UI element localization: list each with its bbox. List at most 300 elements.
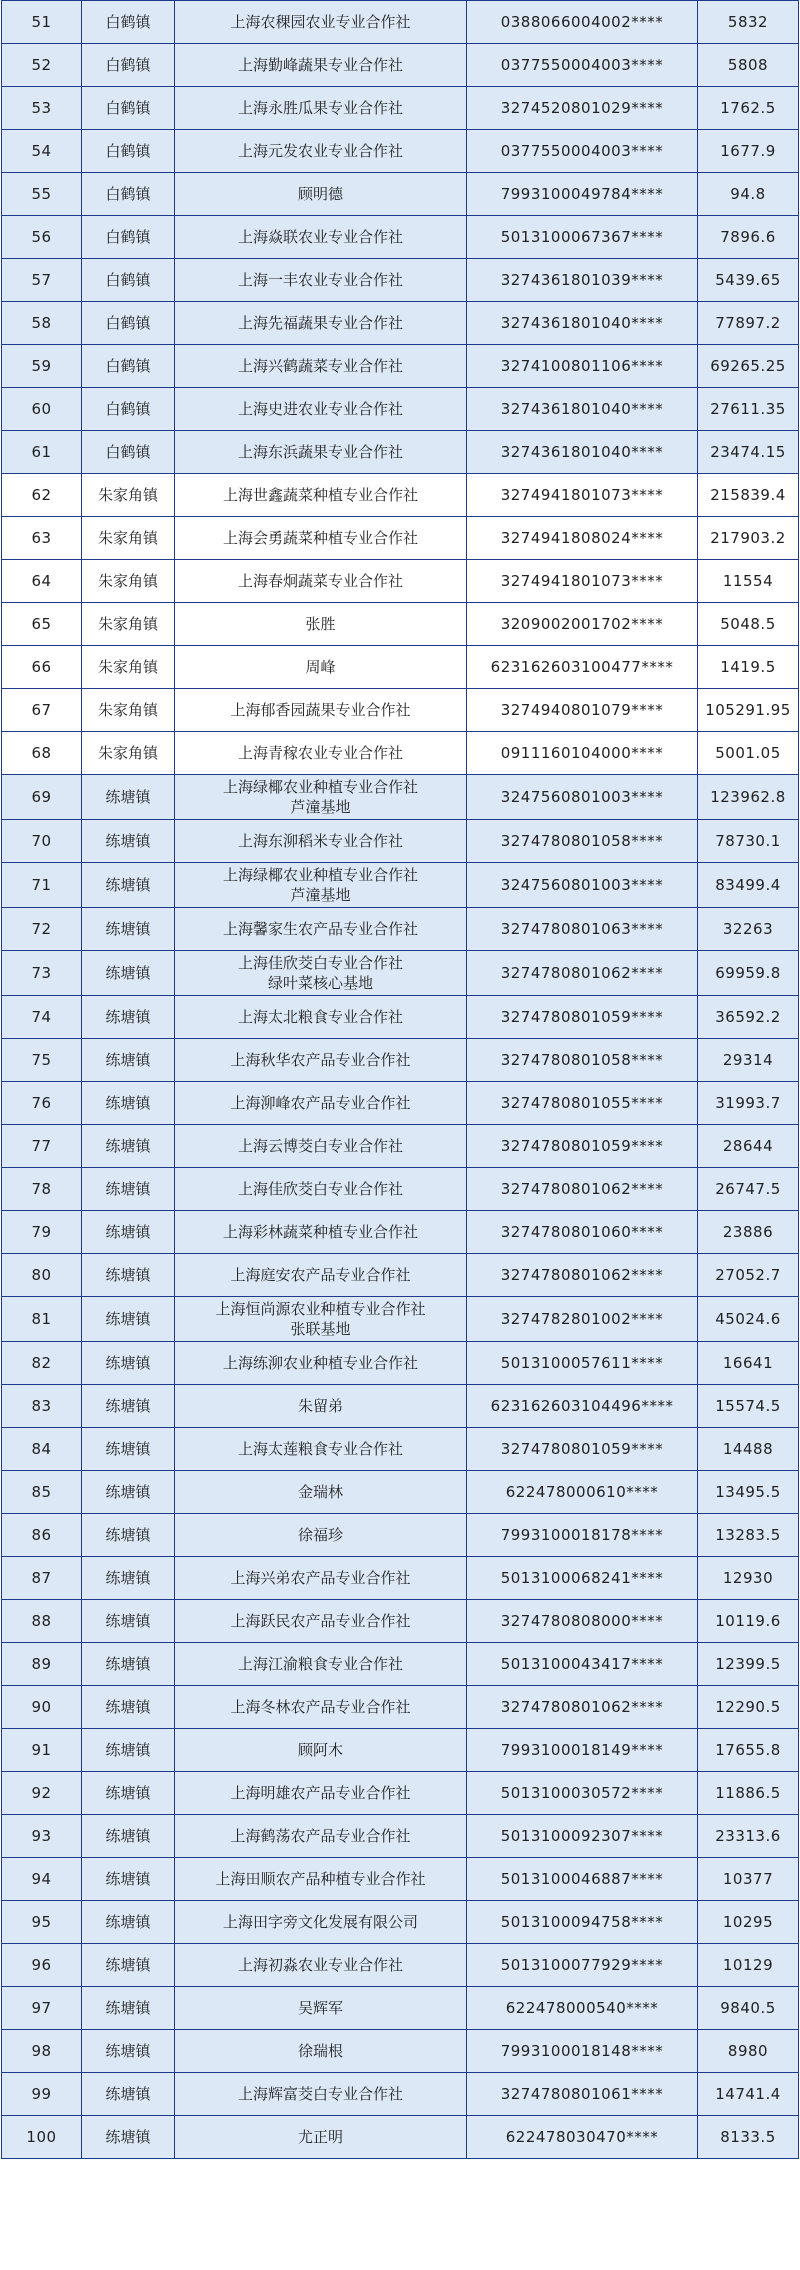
cell-name: 上海初淼农业专业合作社 [175, 1944, 467, 1987]
table-row [2, 259, 799, 302]
cell-number: 56 [2, 216, 82, 259]
cell-amount: 5001.05 [698, 732, 799, 775]
cell-name: 上海一丰农业专业合作社 [175, 259, 467, 302]
cell-name: 吴辉军 [175, 1987, 467, 2030]
cell-name: 上海春炯蔬菜专业合作社 [175, 560, 467, 603]
cell-account: 3274941808024**** [467, 517, 698, 560]
cell-town: 朱家角镇 [82, 689, 175, 732]
table-row [2, 1039, 799, 1082]
cell-town: 练塘镇 [82, 820, 175, 863]
cell-name: 上海佳欣茭白专业合作社 绿叶菜核心基地 [175, 951, 467, 996]
cell-number: 59 [2, 345, 82, 388]
table-row [2, 2116, 799, 2159]
cell-amount: 11554 [698, 560, 799, 603]
cell-number: 63 [2, 517, 82, 560]
cell-name: 上海会勇蔬菜种植专业合作社 [175, 517, 467, 560]
cell-name: 上海世鑫蔬菜种植专业合作社 [175, 474, 467, 517]
cell-amount: 1762.5 [698, 87, 799, 130]
cell-number: 88 [2, 1600, 82, 1643]
cell-name: 上海恒尚源农业种植专业合作社 张联基地 [175, 1297, 467, 1342]
cell-account: 3274100801106**** [467, 345, 698, 388]
cell-town: 白鹤镇 [82, 388, 175, 431]
cell-number: 64 [2, 560, 82, 603]
table-row [2, 1600, 799, 1643]
cell-number: 72 [2, 908, 82, 951]
cell-town: 白鹤镇 [82, 130, 175, 173]
cell-number: 76 [2, 1082, 82, 1125]
cell-town: 练塘镇 [82, 1125, 175, 1168]
cell-town: 练塘镇 [82, 1815, 175, 1858]
cell-number: 98 [2, 2030, 82, 2073]
cell-town: 练塘镇 [82, 1557, 175, 1600]
cell-amount: 23313.6 [698, 1815, 799, 1858]
cell-name: 上海焱联农业专业合作社 [175, 216, 467, 259]
table-row [2, 1471, 799, 1514]
cell-town: 练塘镇 [82, 908, 175, 951]
cell-number: 93 [2, 1815, 82, 1858]
cell-account: 7993100018149**** [467, 1729, 698, 1772]
cell-amount: 9840.5 [698, 1987, 799, 2030]
table-row [2, 345, 799, 388]
cell-town: 练塘镇 [82, 1168, 175, 1211]
cell-town: 练塘镇 [82, 1297, 175, 1342]
cell-amount: 1419.5 [698, 646, 799, 689]
table-row [2, 173, 799, 216]
cell-town: 练塘镇 [82, 1944, 175, 1987]
cell-town: 白鹤镇 [82, 259, 175, 302]
cell-account: 3274780801062**** [467, 951, 698, 996]
cell-amount: 28644 [698, 1125, 799, 1168]
cell-number: 65 [2, 603, 82, 646]
cell-amount: 123962.8 [698, 775, 799, 820]
cell-account: 3274780801062**** [467, 1686, 698, 1729]
cell-name: 上海先福蔬果专业合作社 [175, 302, 467, 345]
cell-name: 上海江渝粮食专业合作社 [175, 1643, 467, 1686]
cell-name: 上海跃民农产品专业合作社 [175, 1600, 467, 1643]
cell-account: 3274780801059**** [467, 996, 698, 1039]
cell-account: 3274780801058**** [467, 1039, 698, 1082]
cell-town: 练塘镇 [82, 1686, 175, 1729]
cell-amount: 45024.6 [698, 1297, 799, 1342]
cell-account: 5013100068241**** [467, 1557, 698, 1600]
cell-number: 97 [2, 1987, 82, 2030]
cell-town: 练塘镇 [82, 1987, 175, 2030]
cell-name: 上海农稞园农业专业合作社 [175, 1, 467, 44]
cell-amount: 16641 [698, 1342, 799, 1385]
cell-account: 623162603104496**** [467, 1385, 698, 1428]
cell-number: 68 [2, 732, 82, 775]
table-row [2, 646, 799, 689]
cell-number: 55 [2, 173, 82, 216]
cell-account: 3274361801040**** [467, 431, 698, 474]
table-row [2, 1168, 799, 1211]
cell-number: 86 [2, 1514, 82, 1557]
cell-name: 上海田顺农产品种植专业合作社 [175, 1858, 467, 1901]
cell-town: 白鹤镇 [82, 1, 175, 44]
cell-number: 67 [2, 689, 82, 732]
cell-number: 53 [2, 87, 82, 130]
cell-town: 练塘镇 [82, 1901, 175, 1944]
cell-account: 622478000610**** [467, 1471, 698, 1514]
cell-account: 3247560801003**** [467, 775, 698, 820]
cell-town: 朱家角镇 [82, 646, 175, 689]
cell-account: 5013100092307**** [467, 1815, 698, 1858]
cell-name: 上海绿椰农业种植专业合作社 芦潼基地 [175, 863, 467, 908]
table-row [2, 1297, 799, 1342]
cell-number: 83 [2, 1385, 82, 1428]
cell-town: 练塘镇 [82, 2030, 175, 2073]
table-row [2, 474, 799, 517]
cell-amount: 27052.7 [698, 1254, 799, 1297]
cell-town: 练塘镇 [82, 1858, 175, 1901]
cell-amount: 5439.65 [698, 259, 799, 302]
cell-town: 白鹤镇 [82, 87, 175, 130]
table-row [2, 1428, 799, 1471]
table-row [2, 1514, 799, 1557]
table-row [2, 1342, 799, 1385]
cell-town: 练塘镇 [82, 996, 175, 1039]
cell-number: 89 [2, 1643, 82, 1686]
cell-account: 3274780801055**** [467, 1082, 698, 1125]
table-row [2, 1944, 799, 1987]
cell-number: 51 [2, 1, 82, 44]
cell-account: 623162603100477**** [467, 646, 698, 689]
cell-account: 3274780801063**** [467, 908, 698, 951]
cell-account: 3274941801073**** [467, 560, 698, 603]
cell-name: 上海永胜瓜果专业合作社 [175, 87, 467, 130]
cell-town: 白鹤镇 [82, 173, 175, 216]
cell-number: 85 [2, 1471, 82, 1514]
cell-number: 95 [2, 1901, 82, 1944]
table-body [2, 1, 799, 2159]
cell-account: 5013100030572**** [467, 1772, 698, 1815]
table-row [2, 44, 799, 87]
cell-number: 81 [2, 1297, 82, 1342]
table-row [2, 2030, 799, 2073]
cell-account: 7993100049784**** [467, 173, 698, 216]
cell-town: 练塘镇 [82, 2116, 175, 2159]
cell-amount: 15574.5 [698, 1385, 799, 1428]
cell-name: 张胜 [175, 603, 467, 646]
table-row [2, 951, 799, 996]
cell-name: 上海绿椰农业种植专业合作社 芦潼基地 [175, 775, 467, 820]
cell-town: 练塘镇 [82, 863, 175, 908]
cell-town: 白鹤镇 [82, 345, 175, 388]
cell-number: 57 [2, 259, 82, 302]
table-row [2, 1, 799, 44]
cell-number: 52 [2, 44, 82, 87]
cell-amount: 94.8 [698, 173, 799, 216]
cell-name: 上海秋华农产品专业合作社 [175, 1039, 467, 1082]
cell-account: 3247560801003**** [467, 863, 698, 908]
cell-name: 上海田字旁文化发展有限公司 [175, 1901, 467, 1944]
cell-number: 99 [2, 2073, 82, 2116]
cell-number: 60 [2, 388, 82, 431]
cell-name: 金瑞林 [175, 1471, 467, 1514]
cell-account: 3274780801059**** [467, 1428, 698, 1471]
table-row [2, 1385, 799, 1428]
cell-name: 上海明雄农产品专业合作社 [175, 1772, 467, 1815]
cell-number: 74 [2, 996, 82, 1039]
cell-name: 上海史进农业专业合作社 [175, 388, 467, 431]
cell-number: 91 [2, 1729, 82, 1772]
cell-number: 78 [2, 1168, 82, 1211]
cell-account: 5013100077929**** [467, 1944, 698, 1987]
cell-name: 上海郁香园蔬果专业合作社 [175, 689, 467, 732]
cell-account: 3274361801039**** [467, 259, 698, 302]
cell-account: 5013100046887**** [467, 1858, 698, 1901]
cell-account: 7993100018148**** [467, 2030, 698, 2073]
cell-town: 练塘镇 [82, 1254, 175, 1297]
table-row [2, 1557, 799, 1600]
cell-name: 上海庭安农产品专业合作社 [175, 1254, 467, 1297]
cell-name: 上海冬林农产品专业合作社 [175, 1686, 467, 1729]
cell-town: 朱家角镇 [82, 474, 175, 517]
table-row [2, 1125, 799, 1168]
cell-town: 练塘镇 [82, 951, 175, 996]
cell-number: 58 [2, 302, 82, 345]
cell-amount: 12290.5 [698, 1686, 799, 1729]
cell-number: 82 [2, 1342, 82, 1385]
table-row [2, 1729, 799, 1772]
cell-account: 0377550004003**** [467, 44, 698, 87]
cell-town: 朱家角镇 [82, 560, 175, 603]
table-row [2, 1815, 799, 1858]
cell-amount: 10295 [698, 1901, 799, 1944]
table-row [2, 1686, 799, 1729]
cell-number: 71 [2, 863, 82, 908]
cell-town: 练塘镇 [82, 1772, 175, 1815]
cell-amount: 23886 [698, 1211, 799, 1254]
table-row [2, 2073, 799, 2116]
table-row [2, 302, 799, 345]
table-row [2, 431, 799, 474]
cell-amount: 11886.5 [698, 1772, 799, 1815]
cell-name: 上海兴鹤蔬菜专业合作社 [175, 345, 467, 388]
table-row [2, 689, 799, 732]
cell-amount: 83499.4 [698, 863, 799, 908]
cell-account: 3274782801002**** [467, 1297, 698, 1342]
table-row [2, 87, 799, 130]
cell-account: 5013100057611**** [467, 1342, 698, 1385]
cell-number: 87 [2, 1557, 82, 1600]
cell-town: 练塘镇 [82, 1643, 175, 1686]
cell-amount: 8980 [698, 2030, 799, 2073]
cell-number: 61 [2, 431, 82, 474]
cell-amount: 105291.95 [698, 689, 799, 732]
cell-town: 练塘镇 [82, 1514, 175, 1557]
cell-town: 练塘镇 [82, 1385, 175, 1428]
cell-amount: 31993.7 [698, 1082, 799, 1125]
cell-number: 66 [2, 646, 82, 689]
table-row [2, 517, 799, 560]
cell-amount: 14488 [698, 1428, 799, 1471]
cell-town: 练塘镇 [82, 2073, 175, 2116]
cell-name: 上海云博茭白专业合作社 [175, 1125, 467, 1168]
cell-number: 92 [2, 1772, 82, 1815]
cell-name: 上海太莲粮食专业合作社 [175, 1428, 467, 1471]
table-row [2, 1643, 799, 1686]
cell-name: 上海练泖农业种植专业合作社 [175, 1342, 467, 1385]
cell-amount: 217903.2 [698, 517, 799, 560]
cell-name: 上海彩林蔬菜种植专业合作社 [175, 1211, 467, 1254]
cell-amount: 10129 [698, 1944, 799, 1987]
cell-amount: 12399.5 [698, 1643, 799, 1686]
cell-account: 0911160104000**** [467, 732, 698, 775]
cell-amount: 7896.6 [698, 216, 799, 259]
cell-amount: 23474.15 [698, 431, 799, 474]
cell-amount: 1677.9 [698, 130, 799, 173]
cell-name: 上海泖峰农产品专业合作社 [175, 1082, 467, 1125]
cell-amount: 78730.1 [698, 820, 799, 863]
table-row [2, 908, 799, 951]
cell-number: 84 [2, 1428, 82, 1471]
cell-account: 3274361801040**** [467, 388, 698, 431]
cell-amount: 77897.2 [698, 302, 799, 345]
cell-account: 3274780801062**** [467, 1254, 698, 1297]
cell-town: 白鹤镇 [82, 302, 175, 345]
cell-amount: 69265.25 [698, 345, 799, 388]
table-row [2, 996, 799, 1039]
cell-account: 3274361801040**** [467, 302, 698, 345]
cell-town: 练塘镇 [82, 1039, 175, 1082]
cell-name: 周峰 [175, 646, 467, 689]
cell-number: 90 [2, 1686, 82, 1729]
cell-name: 朱留弟 [175, 1385, 467, 1428]
cell-account: 3274520801029**** [467, 87, 698, 130]
table-row [2, 1082, 799, 1125]
table-row [2, 1254, 799, 1297]
cell-town: 练塘镇 [82, 1729, 175, 1772]
cell-amount: 69959.8 [698, 951, 799, 996]
cell-number: 94 [2, 1858, 82, 1901]
cell-number: 73 [2, 951, 82, 996]
cell-town: 练塘镇 [82, 775, 175, 820]
table-row [2, 732, 799, 775]
cell-name: 上海元发农业专业合作社 [175, 130, 467, 173]
cell-account: 622478000540**** [467, 1987, 698, 2030]
cell-amount: 5832 [698, 1, 799, 44]
cell-amount: 5048.5 [698, 603, 799, 646]
cell-number: 100 [2, 2116, 82, 2159]
cell-town: 练塘镇 [82, 1600, 175, 1643]
cell-amount: 13495.5 [698, 1471, 799, 1514]
cell-number: 77 [2, 1125, 82, 1168]
table-row [2, 863, 799, 908]
cell-amount: 13283.5 [698, 1514, 799, 1557]
cell-name: 上海东泖稻米专业合作社 [175, 820, 467, 863]
cell-name: 尤正明 [175, 2116, 467, 2159]
cell-name: 上海佳欣茭白专业合作社 [175, 1168, 467, 1211]
cell-account: 3274780801059**** [467, 1125, 698, 1168]
cell-amount: 8133.5 [698, 2116, 799, 2159]
cell-town: 朱家角镇 [82, 732, 175, 775]
cell-amount: 32263 [698, 908, 799, 951]
cell-name: 上海勤峰蔬果专业合作社 [175, 44, 467, 87]
cell-amount: 36592.2 [698, 996, 799, 1039]
cell-account: 3274780808000**** [467, 1600, 698, 1643]
cell-name: 上海辉富茭白专业合作社 [175, 2073, 467, 2116]
cell-name: 顾阿木 [175, 1729, 467, 1772]
cell-name: 上海馨家生农产品专业合作社 [175, 908, 467, 951]
table-row [2, 775, 799, 820]
cell-name: 上海东浜蔬果专业合作社 [175, 431, 467, 474]
table-row [2, 1858, 799, 1901]
cell-name: 顾明德 [175, 173, 467, 216]
cell-number: 62 [2, 474, 82, 517]
cell-town: 白鹤镇 [82, 431, 175, 474]
table-row [2, 1211, 799, 1254]
cell-number: 54 [2, 130, 82, 173]
cell-number: 96 [2, 1944, 82, 1987]
cell-town: 练塘镇 [82, 1342, 175, 1385]
cell-account: 7993100018178**** [467, 1514, 698, 1557]
cell-account: 3274941801073**** [467, 474, 698, 517]
table-row [2, 216, 799, 259]
cell-number: 75 [2, 1039, 82, 1082]
table-row [2, 130, 799, 173]
cell-name: 徐福珍 [175, 1514, 467, 1557]
table-row [2, 388, 799, 431]
cell-account: 3274780801058**** [467, 820, 698, 863]
cell-account: 3274780801061**** [467, 2073, 698, 2116]
cell-amount: 29314 [698, 1039, 799, 1082]
cell-amount: 27611.35 [698, 388, 799, 431]
cell-name: 上海鹤荡农产品专业合作社 [175, 1815, 467, 1858]
cell-town: 练塘镇 [82, 1082, 175, 1125]
cell-town: 练塘镇 [82, 1211, 175, 1254]
cell-amount: 17655.8 [698, 1729, 799, 1772]
cell-name: 上海太北粮食专业合作社 [175, 996, 467, 1039]
cell-account: 0388066004002**** [467, 1, 698, 44]
cell-account: 3209002001702**** [467, 603, 698, 646]
cell-amount: 10119.6 [698, 1600, 799, 1643]
table-row [2, 560, 799, 603]
cell-account: 5013100094758**** [467, 1901, 698, 1944]
cell-amount: 215839.4 [698, 474, 799, 517]
table-row [2, 603, 799, 646]
table-row [2, 1901, 799, 1944]
cell-town: 白鹤镇 [82, 44, 175, 87]
cell-amount: 10377 [698, 1858, 799, 1901]
table-row [2, 1987, 799, 2030]
cell-account: 3274780801062**** [467, 1168, 698, 1211]
table-row [2, 820, 799, 863]
table-row [2, 1772, 799, 1815]
cell-name: 上海兴弟农产品专业合作社 [175, 1557, 467, 1600]
cell-account: 3274940801079**** [467, 689, 698, 732]
cell-number: 70 [2, 820, 82, 863]
cell-town: 白鹤镇 [82, 216, 175, 259]
cell-number: 80 [2, 1254, 82, 1297]
cell-account: 5013100067367**** [467, 216, 698, 259]
cell-name: 上海青稼农业专业合作社 [175, 732, 467, 775]
cell-town: 练塘镇 [82, 1471, 175, 1514]
cell-name: 徐瑞根 [175, 2030, 467, 2073]
cell-number: 79 [2, 1211, 82, 1254]
cell-number: 69 [2, 775, 82, 820]
subsidy-table [1, 0, 799, 2159]
cell-amount: 5808 [698, 44, 799, 87]
cell-town: 朱家角镇 [82, 517, 175, 560]
cell-town: 练塘镇 [82, 1428, 175, 1471]
cell-account: 0377550004003**** [467, 130, 698, 173]
cell-amount: 14741.4 [698, 2073, 799, 2116]
cell-account: 3274780801060**** [467, 1211, 698, 1254]
cell-account: 622478030470**** [467, 2116, 698, 2159]
cell-amount: 26747.5 [698, 1168, 799, 1211]
cell-town: 朱家角镇 [82, 603, 175, 646]
